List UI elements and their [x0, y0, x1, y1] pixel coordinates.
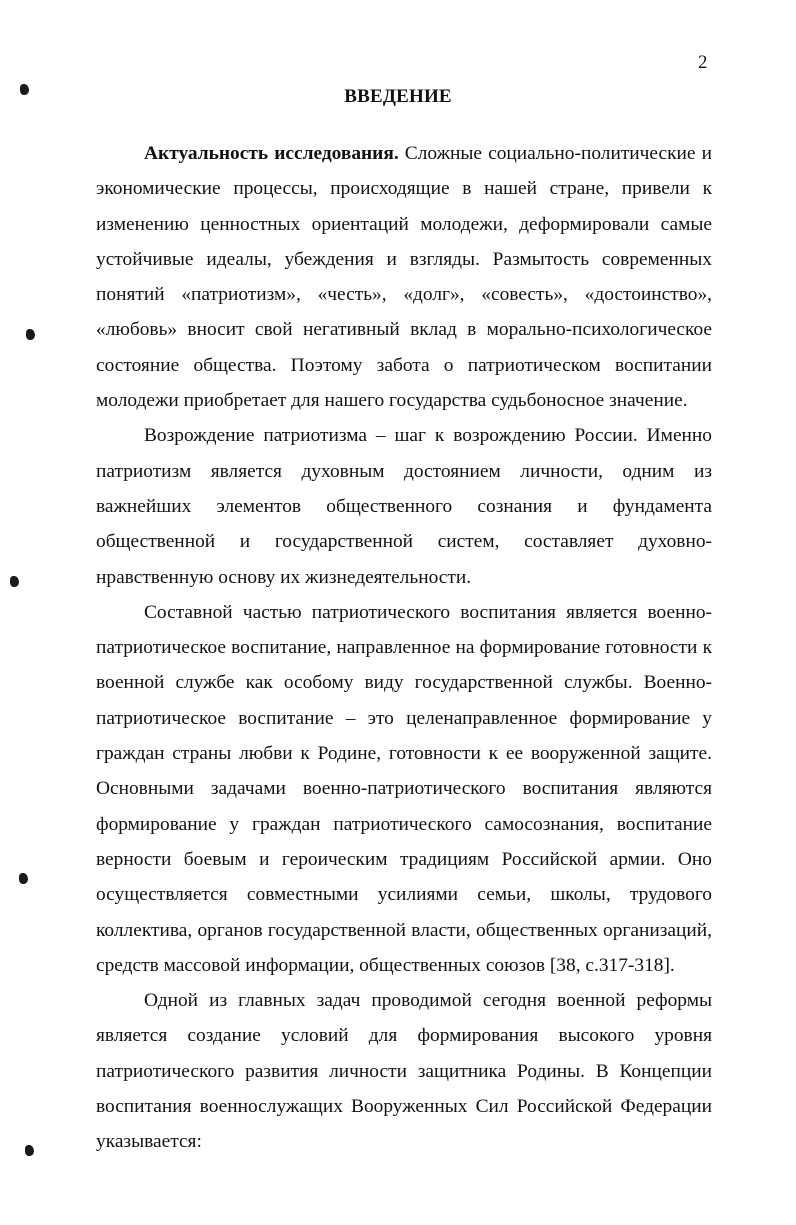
body-text [96, 136, 712, 1160]
paragraph [96, 595, 712, 983]
page-number: 2 [698, 52, 708, 73]
paragraph [96, 136, 712, 418]
punch-hole-mark [19, 873, 28, 884]
punch-hole-mark [25, 1145, 34, 1156]
paragraph [96, 418, 712, 594]
page-title: ВВЕДЕНИЕ [344, 86, 452, 107]
paragraph-text: Возрождение патриотизма – шаг к возрождению России. Именно патриотизм является духовным достоянием личности, одним из важнейших элементов общественного сознания и фундамента общественной и государственной систем, составляет духовно-нравственную основу их жизнедеятельности. [96, 425, 712, 588]
paragraph-text: Одной из главных задач проводимой сегодня военной реформы является создание условий для формирования высокого уровня патриотического развития личности защитника Родины. В Концепции воспитания военнослужащих Вооруженных Сил Российской Федерации указывается: [96, 990, 712, 1153]
punch-hole-mark [10, 576, 19, 587]
paragraph [96, 983, 712, 1159]
punch-hole-mark [26, 329, 35, 340]
punch-hole-mark [20, 84, 29, 95]
paragraph-lead: Актуальность исследования. [144, 143, 399, 164]
paragraph-text: Сложные социально-политические и экономические процессы, происходящие в нашей стране, привели к изменению ценностных ориентаций молодежи, деформировали самые устойчивые идеалы, убеждения и взгляды. Размытость современных понятий «патриотизм», «честь», «долг», «совесть», «достоинство», «любовь» вносит свой негативный вклад в морально-психологическое состояние общества. Поэтому забота о патриотическом воспитании молодежи приобретает для нашего государства судьбоносное значение. [96, 143, 712, 412]
paragraph-text: Составной частью патриотического воспитания является военно-патриотическое воспитание, направленное на формирование готовности к военной службе как особому виду государственной службы. Военно-патриотическое воспитание – это целенаправленное формирование у граждан страны любви к Родине, готовности к ее вооруженной защите. Основными задачами военно-патриотического воспитания являются формирование у граждан патриотического самосознания, воспитание верности боевым и героическим традициям Российской армии. Оно осуществляется совместными усилиями семьи, школы, трудового коллектива, органов государственной власти, общественных организаций, средств массовой информации, общественных союзов [38, с.317-318]. [96, 601, 712, 976]
